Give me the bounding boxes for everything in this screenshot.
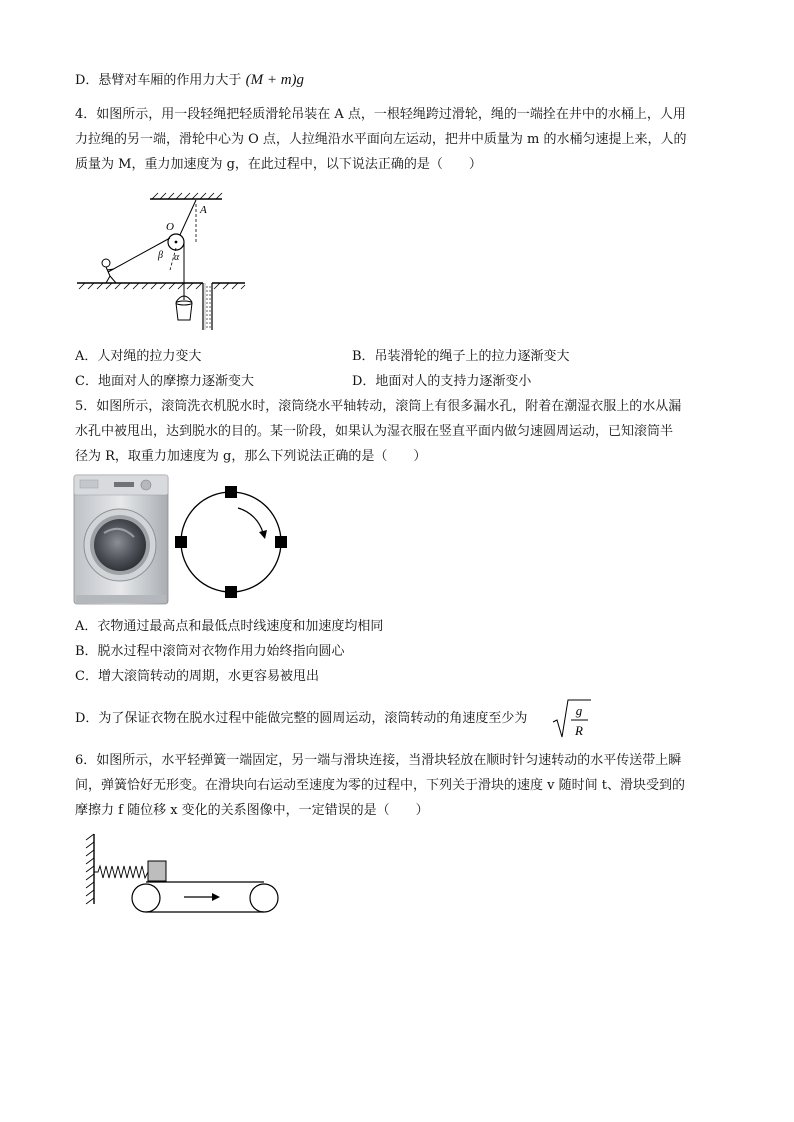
q5-option-d[interactable] — [75, 710, 527, 728]
q4-stem-line-1: 4．如图所示，用一段轻绳把轻质滑轮吊装在 A 点，一根轻绳跨过滑轮，绳的一端拴在井中的水桶上，人用 — [75, 107, 686, 122]
sqrt-numerator: g — [575, 703, 583, 718]
label-beta: β — [158, 250, 163, 261]
q6-stem-line-2: 间，弹簧恰好无形变。在滑块向右运动至速度为零的过程中，下列关于滑块的速度 v 随时间 t、滑块受到的 — [75, 778, 685, 793]
q4-option-a[interactable]: A．人对绳的拉力变大 — [75, 349, 202, 364]
rotation-arrow-icon — [259, 530, 267, 539]
q4-stem-line-2: 力拉绳的另一端，滑轮中心为 O 点，人拉绳沿水平面向左运动，把井中质量为 m 的水桶匀速提上来，人的 — [75, 132, 687, 147]
label-a: A — [200, 204, 207, 216]
q4-pulley-figure — [70, 190, 310, 335]
q3-option-d[interactable] — [75, 71, 304, 90]
sqrt-denominator: R — [575, 723, 583, 738]
q6-stem-line-3: 摩擦力 f 随位移 x 变化的关系图像中，一定错误的是（ ） — [75, 803, 429, 818]
label-o: O — [166, 221, 174, 233]
q5-option-d-label: D．为了保证衣物在脱水过程中能做完整的圆周运动，滚筒转动的角速度至少为 — [75, 711, 528, 726]
drum-diagram — [172, 483, 292, 603]
q5-option-a[interactable]: A．衣物通过最高点和最低点时线速度和加速度均相同 — [75, 619, 384, 634]
q5-stem-line-2: 水孔中被甩出，达到脱水的目的。某一阶段，如果认为湿衣服在竖直平面内做匀速圆周运动，已知滚筒半 — [75, 424, 674, 439]
q4-stem-line-3: 质量为 M，重力加速度为 g，在此过程中，以下说法正确的是（ ） — [75, 157, 482, 172]
rotation-arrow-arc — [238, 508, 263, 533]
conveyor-roller-right — [250, 884, 278, 912]
clothing-block-left — [175, 536, 187, 548]
spring-icon — [94, 866, 148, 878]
label-alpha: α — [174, 252, 180, 263]
clothing-block-top — [225, 486, 237, 498]
q5-option-b[interactable]: B．脱水过程中滚筒对衣物作用力始终指向圆心 — [75, 644, 345, 659]
q6-spring-conveyor-figure — [78, 832, 288, 914]
q4-option-b[interactable]: B．吊装滑轮的绳子上的拉力逐渐变大 — [352, 349, 570, 364]
conveyor-roller-left — [132, 884, 160, 912]
drum-circle — [181, 492, 281, 592]
q3-option-d-math: (M + m)g — [245, 72, 305, 88]
clothing-block-bottom — [225, 586, 237, 598]
ceiling-hatch — [152, 193, 222, 199]
arrow-right-icon — [212, 893, 220, 901]
q5-stem-line-1: 5．如图所示，滚筒洗衣机脱水时，滚筒绕水平轴转动，滚筒上有很多漏水孔，附着在潮湿衣服上的水从漏 — [75, 399, 682, 414]
q4-option-c[interactable]: C．地面对人的摩擦力逐渐变大 — [75, 374, 254, 389]
slider-block — [148, 861, 166, 881]
q5-stem-line-3: 径为 R，取重力加速度为 g，那么下列说法正确的是（ ） — [75, 449, 427, 464]
q4-option-d[interactable]: D．地面对人的支持力逐渐变小 — [352, 374, 532, 389]
washing-machine-image — [72, 473, 170, 606]
q6-stem-line-1: 6．如图所示，水平轻弹簧一端固定，另一端与滑块连接，当滑块轻放在顺时针匀速转动的水平传送带上瞬 — [75, 753, 682, 768]
sqrt-g-over-r — [552, 698, 592, 742]
suspension-rope — [179, 200, 196, 237]
q5-option-c[interactable]: C．增大滚筒转动的周期，水更容易被甩出 — [75, 669, 319, 684]
q3-option-d-label: D．悬臂对车厢的作用力大于 — [75, 73, 242, 88]
clothing-block-right — [275, 536, 287, 548]
wall-hatch — [86, 834, 94, 904]
